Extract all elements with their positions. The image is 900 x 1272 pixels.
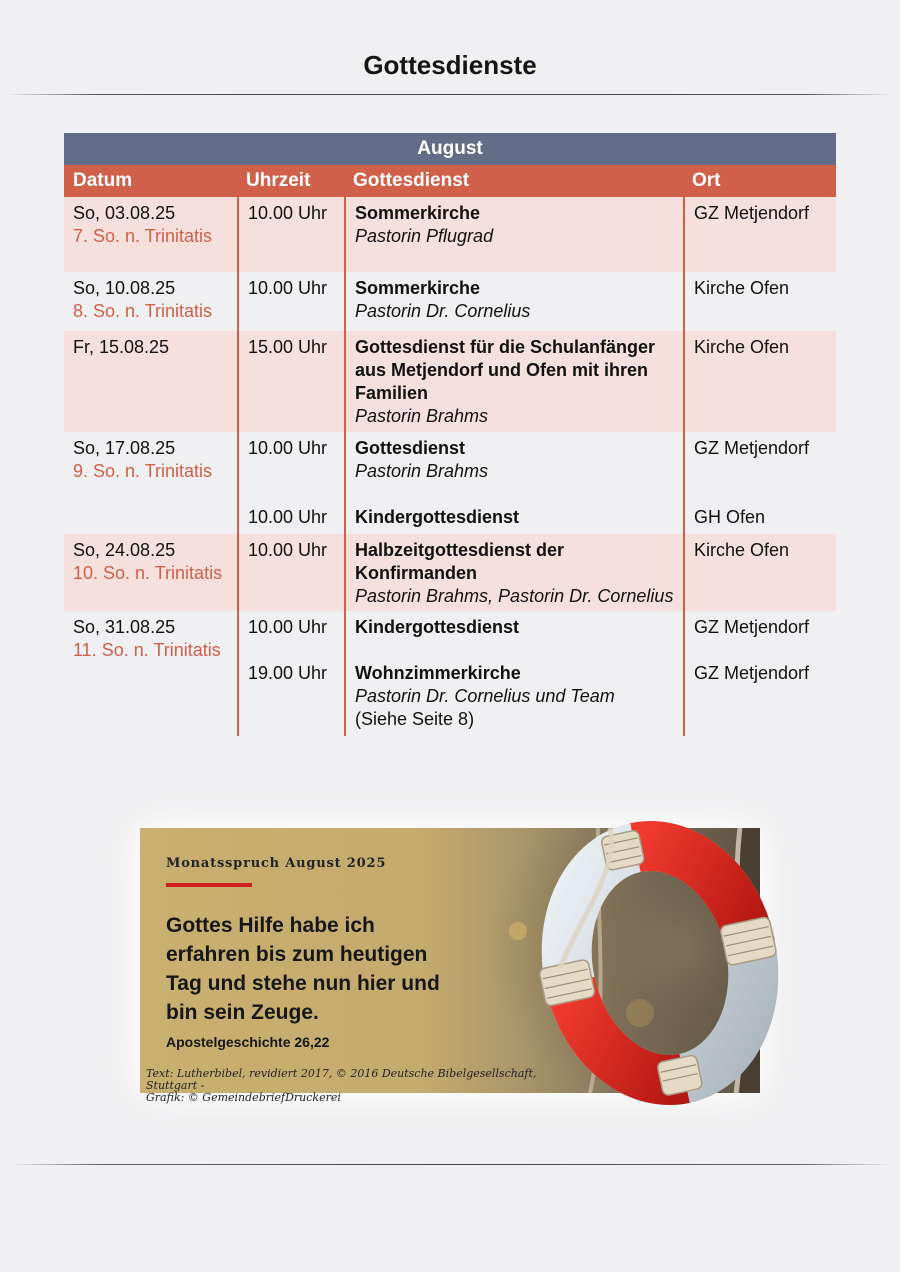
row-date: So, 24.08.25 xyxy=(73,540,176,560)
row-pastor: Pastorin Brahms xyxy=(355,461,489,481)
row-sunday-name: 9. So. n. Trinitatis xyxy=(73,461,213,481)
column-header-row xyxy=(64,165,836,197)
row-pastor: Pastorin Brahms xyxy=(355,406,489,426)
row-pastor: Pastorin Brahms, Pastorin Dr. Cornelius xyxy=(355,586,674,606)
top-divider xyxy=(8,94,892,95)
row-date: So, 03.08.25 xyxy=(73,203,176,223)
row-service-line: Familien xyxy=(355,383,429,403)
row-service: Gottesdienst xyxy=(355,438,466,458)
verse-text-line: erfahren bis zum heutigen xyxy=(166,943,428,966)
row-service-line: Konfirmanden xyxy=(355,563,478,583)
row-sunday-name: 11. So. n. Trinitatis xyxy=(73,640,221,660)
table-row xyxy=(64,331,836,432)
row-second-service: Kindergottesdienst xyxy=(355,507,520,527)
bottom-divider xyxy=(8,1164,892,1165)
row-place: GZ Metjendorf xyxy=(694,438,810,458)
row-pastor: Pastorin Pflugrad xyxy=(355,226,494,246)
row-date: So, 31.08.25 xyxy=(73,617,176,637)
page-title: Gottesdienste xyxy=(363,50,537,80)
verse-of-month-card xyxy=(140,828,760,1104)
row-service-line: Gottesdienst für die Schulanfänger xyxy=(355,337,656,357)
credit-line: Text: Lutherbibel, revidiert 2017, © 2016 Deutsche Bibelgesellschaft, Stuttgart - xyxy=(146,1067,537,1092)
row-time: 15.00 Uhr xyxy=(248,337,328,357)
row-service-line: Halbzeitgottesdienst der xyxy=(355,540,565,560)
table-row xyxy=(64,197,836,272)
row-second-note: (Siehe Seite 8) xyxy=(355,709,475,729)
row-second-pastor: Pastorin Dr. Cornelius und Team xyxy=(355,686,615,706)
row-time: 10.00 Uhr xyxy=(248,278,328,298)
verse-label: Monatsspruch August 2025 xyxy=(166,856,387,871)
row-place: Kirche Ofen xyxy=(694,540,790,560)
column-header-time: Uhrzeit xyxy=(246,170,311,191)
row-second-service: Wohnzimmerkirche xyxy=(355,663,521,683)
row-service: Kindergottesdienst xyxy=(355,617,520,637)
verse-text-line: Gottes Hilfe habe ich xyxy=(166,914,375,937)
verse-text xyxy=(166,911,466,1027)
credit-line: Grafik: © GemeindebriefDruckerei xyxy=(146,1091,341,1104)
column-header-service: Gottesdienst xyxy=(353,170,470,191)
row-service-line: aus Metjendorf und Ofen mit ihren xyxy=(355,360,649,380)
row-place: GZ Metjendorf xyxy=(694,203,810,223)
row-date: So, 17.08.25 xyxy=(73,438,176,458)
row-date: So, 10.08.25 xyxy=(73,278,176,298)
table-row xyxy=(64,534,836,611)
table-row xyxy=(64,432,836,534)
column-header-date: Datum xyxy=(73,170,133,191)
verse-accent-line xyxy=(166,883,252,887)
verse-credit xyxy=(146,1068,586,1104)
row-sunday-name: 7. So. n. Trinitatis xyxy=(73,226,213,246)
row-sunday-name: 10. So. n. Trinitatis xyxy=(73,563,223,583)
table-row xyxy=(64,272,836,331)
row-time: 10.00 Uhr xyxy=(248,438,328,458)
row-date: Fr, 15.08.25 xyxy=(73,337,170,357)
row-second-place: GZ Metjendorf xyxy=(694,663,810,683)
verse-reference: Apostelgeschichte 26,22 xyxy=(166,1034,330,1050)
row-time: 10.00 Uhr xyxy=(248,203,328,223)
table-row xyxy=(64,611,836,736)
row-time: 10.00 Uhr xyxy=(248,617,328,637)
row-sunday-name: 8. So. n. Trinitatis xyxy=(73,301,213,321)
row-place: Kirche Ofen xyxy=(694,278,790,298)
row-second-time: 19.00 Uhr xyxy=(248,663,328,683)
row-place: GZ Metjendorf xyxy=(694,617,810,637)
row-pastor: Pastorin Dr. Cornelius xyxy=(355,301,531,321)
service-schedule-table xyxy=(64,133,836,736)
column-header-place: Ort xyxy=(692,170,721,191)
row-time: 10.00 Uhr xyxy=(248,540,328,560)
row-second-place: GH Ofen xyxy=(694,507,766,527)
row-service: Sommerkirche xyxy=(355,278,481,298)
row-second-time: 10.00 Uhr xyxy=(248,507,328,527)
verse-text-line: bin sein Zeuge. xyxy=(166,1001,319,1024)
month-header: August xyxy=(64,133,836,165)
row-service: Sommerkirche xyxy=(355,203,481,223)
row-place: Kirche Ofen xyxy=(694,337,790,357)
verse-text-line: Tag und stehe nun hier und xyxy=(166,972,440,995)
